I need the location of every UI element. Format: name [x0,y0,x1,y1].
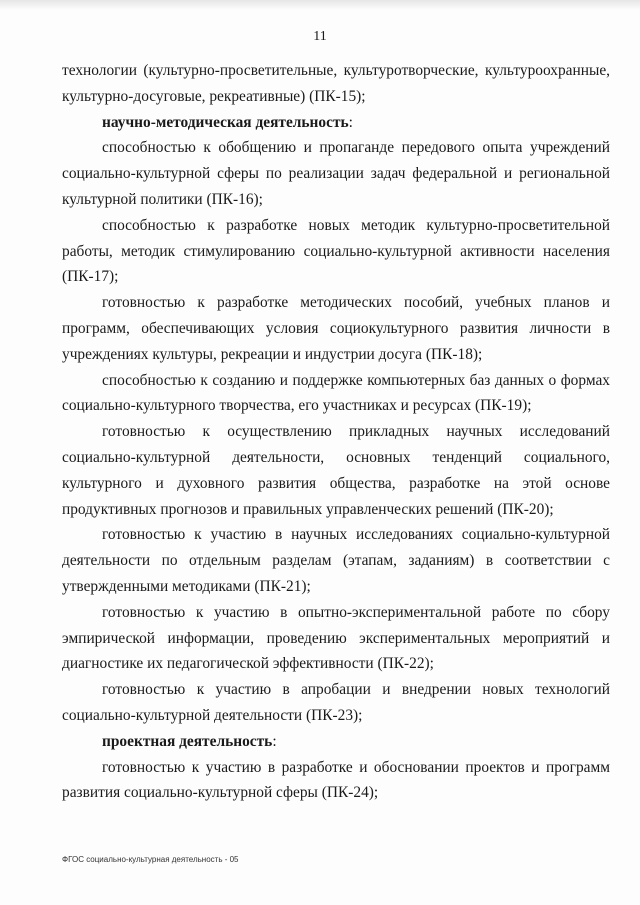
scan-edge [0,0,640,10]
page-number: 11 [313,29,327,44]
paragraph: технологии (культурно-просветительные, культуротворческие, культуроохранные, культурно-досуговые, рекреативные) (ПК-15); [62,62,610,105]
paragraph: готовностью к участию в опытно-экспериментальной работе по сбору эмпирической информации, проведению экспериментальных мероприятий и диагностике их педагогической эффективности (ПК-22); [62,603,610,673]
section-heading-text: проектная деятельность [102,732,273,750]
section-heading [62,110,610,136]
paragraph: способностью к созданию и поддержке компьютерных баз данных о формах социально-культурного творчества, его участниках и ресурсах (ПК-19); [62,371,610,415]
paragraph: готовностью к разработке методических пособий, учебных планов и программ, обеспечивающих условия социокультурного развития личности в учреждениях культуры, рекреации и индустрии досуга (ПК-18); [62,294,610,363]
paragraph: готовностью к участию в апробации и внедрении новых технологий социально-культурной деятельности (ПК-23); [62,681,610,724]
paragraph: готовностью к участию в разработке и обосновании проектов и программ развития социально-культурной сферы (ПК-24); [62,758,610,802]
document-body [62,58,610,806]
paragraph: способностью к разработке новых методик культурно-просветительной работы, методик стимулированию социально-культурной активности населения (ПК-17); [62,216,610,286]
heading-colon: : [348,113,353,131]
section-heading-text: научно-методическая деятельность [102,113,349,131]
paragraph: готовностью к осуществлению прикладных научных исследований социально-культурной деятельности, основных тенденций социального, культурного и духовного развития общества, разработке на этой основе продуктивных прогнозов и правильных управленческих решений (ПК-20); [62,423,610,518]
page-footer: ФГОС социально-культурная деятельность - 05 [62,855,239,864]
paragraph: готовностью к участию в научных исследованиях социально-культурной деятельности по отдельным разделам (этапам, заданиям) в соответствии с утвержденными методиками (ПК-21); [62,526,610,595]
paragraph: способностью к обобщению и пропаганде передового опыта учреждений социально-культурной сферы по реализации задач федеральной и региональной культурной политики (ПК-16); [62,139,610,208]
section-heading [62,729,610,755]
heading-colon: : [272,732,277,750]
